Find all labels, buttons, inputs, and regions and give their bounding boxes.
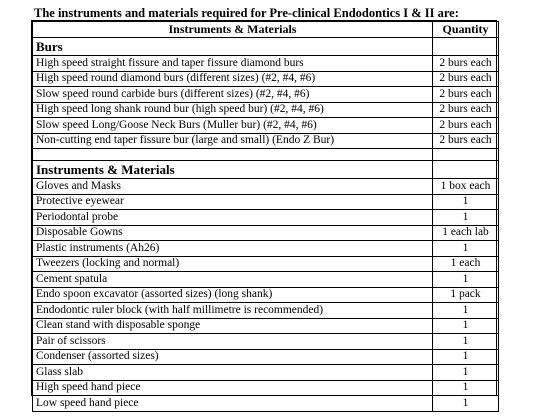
quantity-cell: 2 burs each: [433, 87, 499, 103]
table-body: [33, 38, 499, 412]
quantity-cell: 1 each: [433, 256, 499, 272]
item-cell: Clean stand with disposable sponge: [33, 318, 433, 334]
table-row: [33, 256, 499, 272]
item-cell: High speed round diamond burs (different sizes) (#2, #4, #6): [33, 71, 433, 87]
quantity-cell: 1: [433, 380, 499, 396]
table-row: [33, 303, 499, 319]
table-row: [33, 380, 499, 396]
item-cell: Gloves and Masks: [33, 179, 433, 195]
table-row: [33, 334, 499, 350]
table-row: [33, 194, 499, 210]
table-row: [33, 56, 499, 72]
table-row: [33, 179, 499, 195]
item-cell: Glass slab: [33, 365, 433, 381]
table-row: [33, 241, 499, 257]
table-row: [33, 225, 499, 241]
item-cell: Slow speed Long/Goose Neck Burs (Muller bur) (#2, #4, #6): [33, 118, 433, 134]
quantity-cell: 2 burs each: [433, 118, 499, 134]
item-cell: Non-cutting end taper fissure bur (large and small) (Endo Z Bur): [33, 133, 433, 149]
quantity-cell: 1 box each: [433, 179, 499, 195]
item-cell: Endo spoon excavator (assorted sizes) (long shank): [33, 287, 433, 303]
requirements-table: [32, 21, 499, 412]
quantity-cell: 1: [433, 318, 499, 334]
table-header-row: [33, 22, 499, 38]
quantity-cell: 2 burs each: [433, 71, 499, 87]
requirements-table-frame: [31, 20, 497, 409]
table-row: [33, 272, 499, 288]
table-row: [33, 318, 499, 334]
header-item: Instruments & Materials: [33, 22, 433, 38]
item-cell: High speed hand piece: [33, 380, 433, 396]
item-cell: Disposable Gowns: [33, 225, 433, 241]
table-row: [33, 133, 499, 149]
table-row: [33, 349, 499, 365]
item-cell: Tweezers (locking and normal): [33, 256, 433, 272]
section-heading-row: [33, 38, 499, 56]
table-row: [33, 71, 499, 87]
item-cell: Protective eyewear: [33, 194, 433, 210]
quantity-cell: 1: [433, 334, 499, 350]
quantity-cell: 1 each lab: [433, 225, 499, 241]
quantity-cell: 1 pack: [433, 287, 499, 303]
item-cell: Periodontal probe: [33, 210, 433, 226]
quantity-cell: 1: [433, 241, 499, 257]
quantity-cell: 2 burs each: [433, 56, 499, 72]
item-cell: Low speed hand piece: [33, 396, 433, 412]
item-cell: High speed straight fissure and taper fissure diamond burs: [33, 56, 433, 72]
section-spacer: [33, 149, 499, 161]
table-row: [33, 287, 499, 303]
section-heading: Instruments & Materials: [33, 161, 433, 179]
quantity-cell: 2 burs each: [433, 102, 499, 118]
item-cell: Plastic instruments (Ah26): [33, 241, 433, 257]
item-cell: Condenser (assorted sizes): [33, 349, 433, 365]
quantity-cell: 1: [433, 365, 499, 381]
item-cell: Slow speed round carbide burs (different sizes) (#2, #4, #6): [33, 87, 433, 103]
quantity-cell: 1: [433, 349, 499, 365]
table-row: [33, 210, 499, 226]
section-heading-row: [33, 161, 499, 179]
page-title: The instruments and materials required for Pre-clinical Endodontics I & II are:: [34, 6, 459, 20]
spacer-cell: [433, 149, 499, 161]
spacer-cell: [33, 149, 433, 161]
quantity-cell: 2 burs each: [433, 133, 499, 149]
item-cell: Pair of scissors: [33, 334, 433, 350]
quantity-cell: 1: [433, 194, 499, 210]
item-cell: Endodontic ruler block (with half millimetre is recommended): [33, 303, 433, 319]
quantity-cell: 1: [433, 303, 499, 319]
quantity-cell: 1: [433, 272, 499, 288]
table-row: [33, 396, 499, 412]
table-row: [33, 87, 499, 103]
table-row: [33, 118, 499, 134]
section-heading-qty-cell: [433, 38, 499, 56]
quantity-cell: 1: [433, 396, 499, 412]
table-row: [33, 102, 499, 118]
header-quantity: Quantity: [433, 22, 499, 38]
quantity-cell: 1: [433, 210, 499, 226]
item-cell: Cement spatula: [33, 272, 433, 288]
section-heading: Burs: [33, 38, 433, 56]
item-cell: High speed long shank round bur (high speed bur) (#2, #4, #6): [33, 102, 433, 118]
section-heading-qty-cell: [433, 161, 499, 179]
table-row: [33, 365, 499, 381]
